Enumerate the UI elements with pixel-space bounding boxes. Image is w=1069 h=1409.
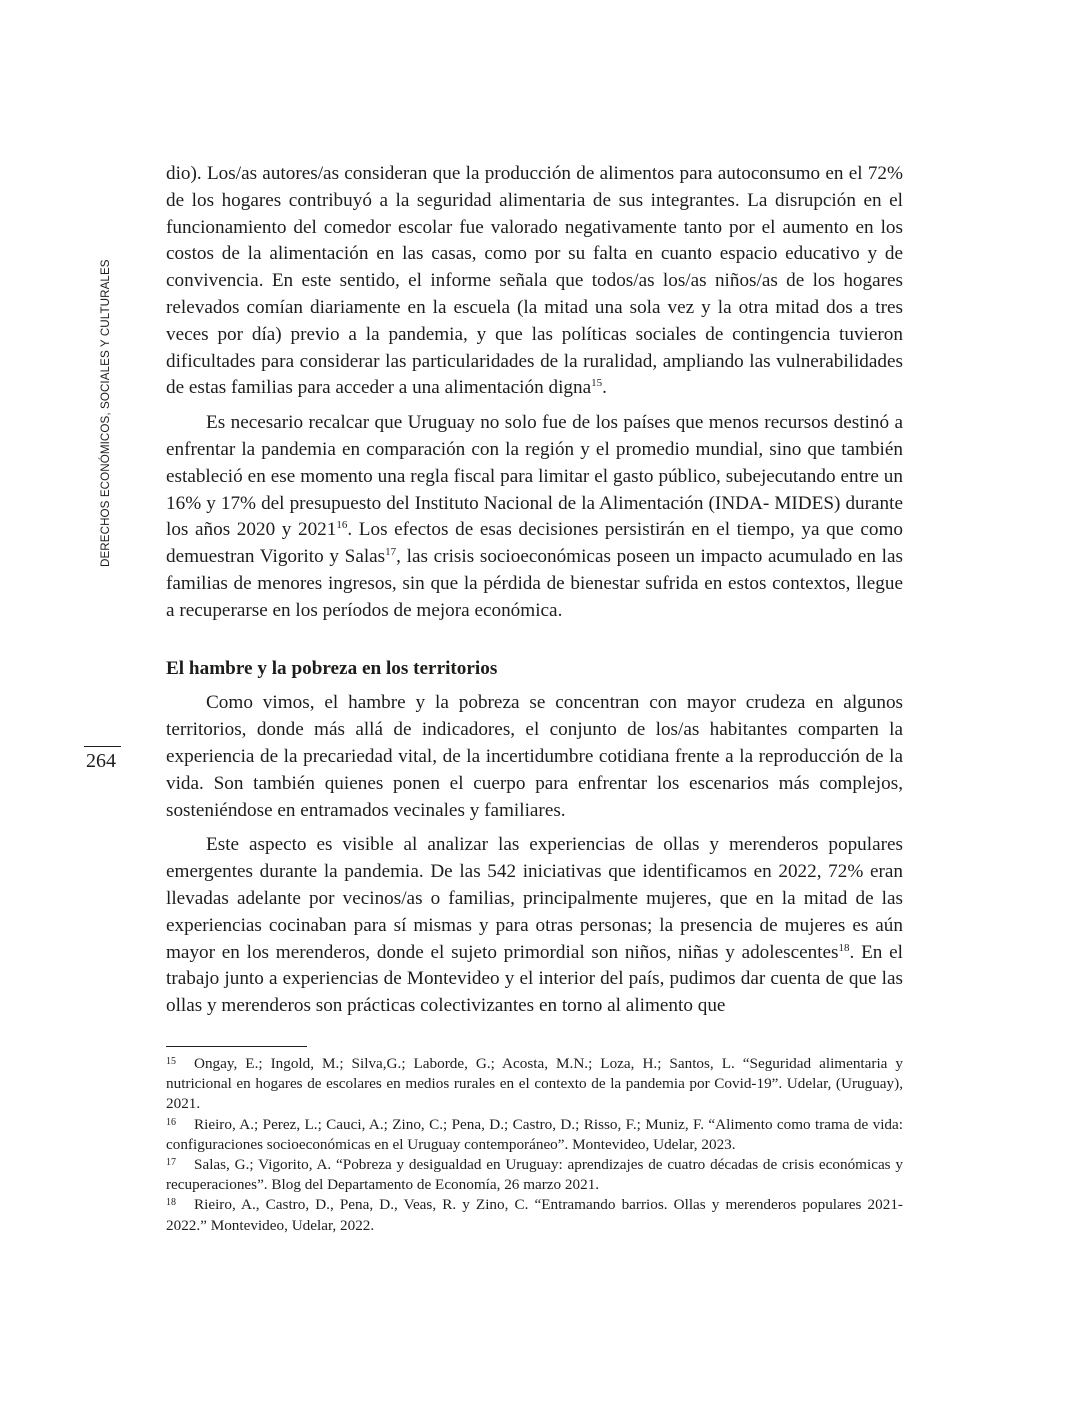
page-number: 264	[86, 750, 116, 772]
section-heading: El hambre y la pobreza en los territorios	[166, 657, 498, 679]
footnote-text: Rieiro, A.; Perez, L.; Cauci, A.; Zino, C.; Pena, D.; Castro, D.; Risso, F.; Muniz, F. “Alimento como trama de vida: configuraciones socioeconómicas en el Uruguay contemporáneo”. Montevideo, Udelar, 2023.	[166, 1115, 903, 1153]
paragraph-1-text: dio). Los/as autores/as consideran que la producción de alimentos para autoconsumo en el 72% de los hogares contribuyó a la seguridad alimentaria de sus integrantes. La disrupción en el funcionamiento del comedor escolar fue valorado negativamente tanto por el aumento en los costos de la alimentación en las casas, como por su falta en cuanto espacio educativo y de convivencia. En este sentido, el informe señala que todos/as los/as niños/as de los hogares relevados comían diariamente en la escuela (la mitad una sola vez y la otra mitad dos a tres veces por día) previo a la pandemia, y que las políticas sociales de contingencia tuvieron dificultades para considerar las particularidades de la ruralidad, ampliando las vulnerabilidades de estas familias para acceder a una alimentación digna	[166, 163, 903, 399]
page-number-rule	[84, 746, 121, 747]
footnote-ref-17[interactable]: 17	[385, 546, 397, 559]
paragraph-2-text-b: . Los efectos de esas decisiones persistirán en el tiempo, ya que como demuestran Vigorito y Salas	[166, 519, 904, 568]
paragraph-2	[166, 410, 903, 624]
footnote-text: Rieiro, A., Castro, D., Pena, D., Veas, R. y Zino, C. “Entramando barrios. Ollas y merenderos populares 2021-2022.” Montevideo, Udelar, 2022.	[166, 1196, 903, 1234]
paragraph-2-text-a: Es necesario recalcar que Uruguay no solo fue de los países que menos recursos destinó a enfrentar la pandemia en comparación con la región y el promedio mundial, sino que también estableció en ese momento una regla fiscal para limitar el gasto público, subejecutando entre un 16% y 17% del presupuesto del Instituto Nacional de la Alimentación (INDA- MIDES) durante los años 2020 y 2021	[166, 412, 903, 541]
footnote-ref-18[interactable]: 18	[838, 941, 850, 954]
paragraph-3: Como vimos, el hambre y la pobreza se concentran con mayor crudeza en algunos territorios, donde más allá de indicadores, el conjunto de los/as habitantes comparten la experiencia de la precariedad vital, de la incertidumbre cotidiana frente a la reproducción de la vida. Son también quienes ponen el cuerpo para enfrentar los escenarios más complejos, sosteniéndose en entramados vecinales y familiares.	[166, 692, 903, 821]
footnote-text: Salas, G.; Vigorito, A. “Pobreza y desigualdad en Uruguay: aprendizajes de cuatro décadas de crisis económicas y recuperaciones”. Blog del Departamento de Economía, 26 marzo 2021.	[166, 1156, 903, 1194]
footnote-18: 18 Rieiro, A., Castro, D., Pena, D., Veas, R. y Zino, C. “Entramando barrios. Ollas y merenderos populares 2021-2022.” Montevideo, Udelar, 2022.	[166, 1196, 903, 1234]
footnote-16: 16 Rieiro, A.; Perez, L.; Cauci, A.; Zino, C.; Pena, D.; Castro, D.; Risso, F.; Muniz, F. “Alimento como trama de vida: configuraciones socioeconómicas en el Uruguay contemporáneo”. Montevideo, Udelar, 2023.	[166, 1115, 903, 1153]
footnotes	[166, 1054, 903, 1236]
paragraph-1	[166, 161, 903, 402]
footnote-rule	[166, 1046, 307, 1047]
paragraph-4-text-b: . En el trabajo junto a experiencias de Montevideo y el interior del país, pudimos dar cuenta de que las ollas y merenderos son prácticas colectivizantes en torno al alimento que	[166, 941, 903, 1017]
paragraph-4	[166, 832, 903, 1020]
running-head: DERECHOS ECONÓMICOS, SOCIALES Y CULTURALES	[99, 259, 112, 567]
footnote-15: 15 Ongay, E.; Ingold, M.; Silva,G.; Laborde, G.; Acosta, M.N.; Loza, H.; Santos, L. “Seguridad alimentaria y nutricional en hogares de escolares en medios rurales en el contexto de la pandemia por Covid-19”. Udelar, (Uruguay), 2021.	[166, 1055, 903, 1113]
footnote-ref-16[interactable]: 16	[336, 519, 348, 532]
paragraph-1-end: .	[602, 377, 607, 399]
main-text	[166, 161, 903, 1028]
footnote-ref-15[interactable]: 15	[591, 377, 603, 390]
footnote-text: Ongay, E.; Ingold, M.; Silva,G.; Laborde, G.; Acosta, M.N.; Loza, H.; Santos, L. “Seguridad alimentaria y nutricional en hogares de escolares en medios rurales en el contexto de la pandemia por Covid-19”. Udelar, (Uruguay), 2021.	[166, 1055, 903, 1113]
footnote-17: 17 Salas, G.; Vigorito, A. “Pobreza y desigualdad en Uruguay: aprendizajes de cuatro décadas de crisis económicas y recuperaciones”. Blog del Departamento de Economía, 26 marzo 2021.	[166, 1156, 903, 1194]
paragraph-2-text-c: , las crisis socioeconómicas poseen un impacto acumulado en las familias de menores ingresos, sin que la pérdida de bienestar sufrida en estos contextos, llegue a recuperarse en los períodos de mejora económica.	[166, 546, 903, 621]
paragraph-4-text-a: Este aspecto es visible al analizar las experiencias de ollas y merenderos populares emergentes durante la pandemia. De las 542 iniciativas que identificamos en 2022, 72% eran llevadas adelante por vecinos/as o familias, principalmente mujeres, que en la mitad de las experiencias cocinaban para sí mismas y para otras personas; la presencia de mujeres es aún mayor en los merenderos, donde el sujeto primordial son niños, niñas y adolescentes	[166, 834, 903, 963]
